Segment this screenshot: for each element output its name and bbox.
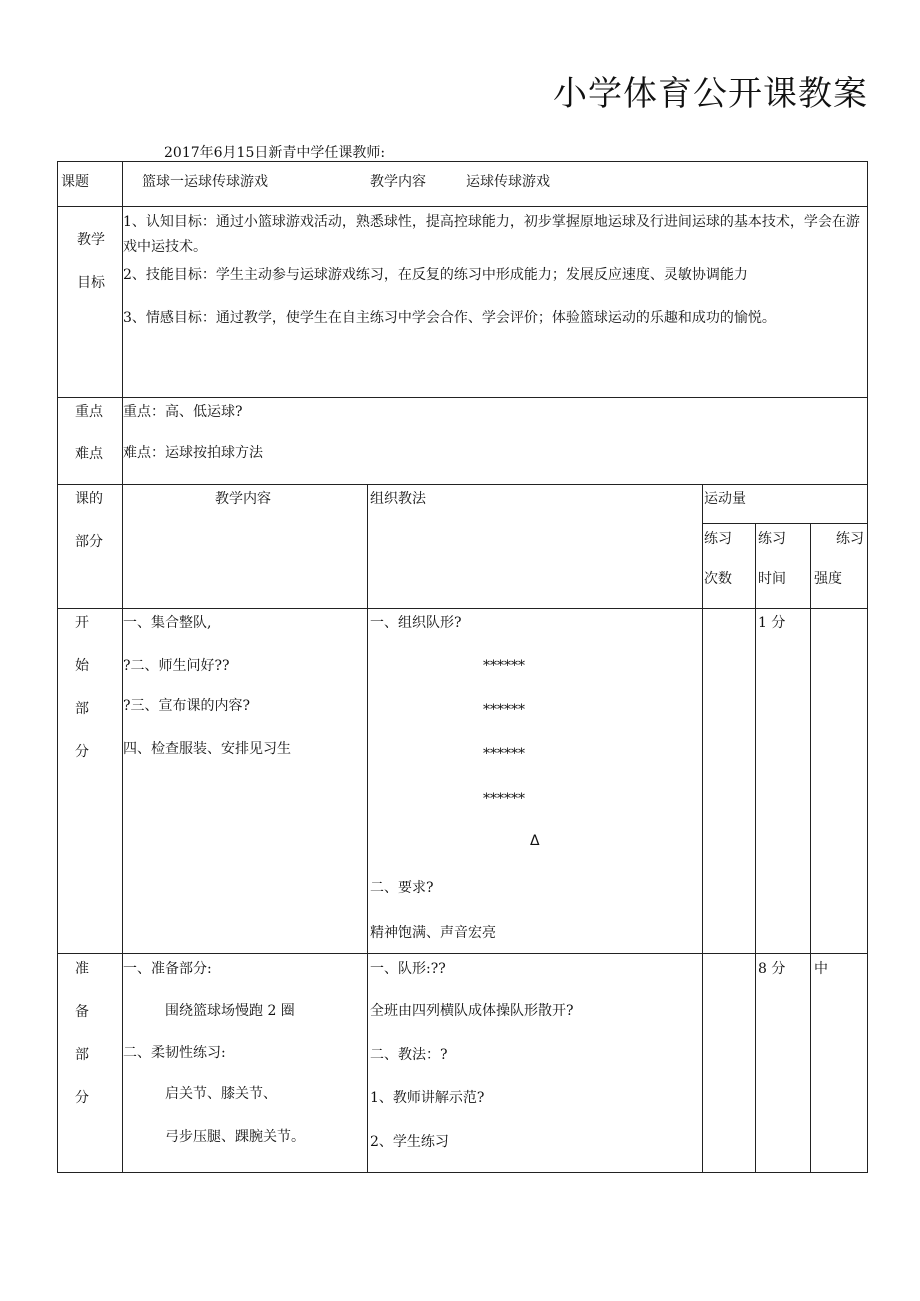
prep-time: 8 分 (758, 961, 786, 977)
teacher-mark: Δ (530, 833, 540, 849)
prep-part-char: 部 (75, 1047, 89, 1063)
key-label-2: 难点 (75, 446, 103, 462)
topic-label: 课题 (61, 174, 89, 190)
prep-content-item: 一、准备部分: (123, 961, 212, 977)
start-method-detail: 精神饱满、声音宏亮 (370, 925, 496, 941)
formation-row: ****** (483, 791, 525, 807)
topic-value: 篮球一运球传球游戏 (142, 174, 268, 190)
prep-method-item: 二、教法：? (370, 1047, 448, 1063)
document-title: 小学体育公开课教案 (553, 74, 868, 114)
start-part-char: 部 (75, 701, 89, 717)
key-label-1: 重点 (75, 404, 103, 420)
formation-row: ****** (483, 702, 525, 718)
header-count-2: 次数 (704, 571, 732, 587)
header-time-1: 练习 (758, 531, 786, 547)
start-content-item: ?三、宣布课的内容? (123, 698, 251, 714)
header-part-1: 课的 (75, 491, 103, 507)
prep-part-char: 分 (75, 1090, 89, 1106)
formation-row: ****** (483, 658, 525, 674)
prep-method-item: 2、学生练习 (370, 1134, 449, 1150)
prep-content-item: 启关节、膝关节、 (165, 1086, 277, 1102)
prep-part-char: 准 (75, 961, 89, 977)
key-point: 重点：高、低运球? (123, 404, 243, 420)
start-part-char: 开 (75, 615, 89, 631)
date-line: 2017年6月15日新青中学任课教师: (164, 145, 386, 161)
goal-cognitive: 1、认知目标：通过小篮球游戏活动，熟悉球性，提高控球能力，初步掌握原地运球及行进间运球的基本技术，学会在游戏中运技术。 (123, 214, 860, 255)
header-count-1: 练习 (704, 531, 732, 547)
header-method: 组织教法 (370, 491, 426, 507)
header-time-2: 时间 (758, 571, 786, 587)
content-value: 运球传球游戏 (466, 174, 550, 190)
start-content-item: 一、集合整队, (123, 615, 212, 631)
start-content-item: ?二、师生问好?? (123, 658, 230, 674)
prep-method-item: 一、队形:?? (370, 961, 446, 977)
prep-intensity: 中 (814, 961, 828, 977)
header-intensity-1: 练习 (836, 531, 864, 547)
start-part-char: 始 (75, 658, 89, 674)
prep-method-item: 全班由四列横队成体操队形散开? (370, 1003, 574, 1019)
goal-emotional: 3、情感目标：通过教学，使学生在自主练习中学会合作、学会评价；体验篮球运动的乐趣和成功的愉悦。 (123, 310, 776, 326)
formation-row: ****** (483, 746, 525, 762)
start-method-formation: 一、组织队形? (370, 615, 462, 631)
start-method-requirement: 二、要求? (370, 880, 434, 896)
goals-label-1: 教学 (77, 232, 105, 248)
content-label: 教学内容 (370, 174, 426, 190)
prep-content-item: 弓步压腿、踝腕关节。 (165, 1129, 305, 1145)
prep-content-item: 围绕篮球场慢跑 2 圈 (165, 1003, 295, 1019)
header-part-2: 部分 (75, 534, 103, 550)
prep-part-char: 备 (75, 1004, 89, 1020)
start-time: 1 分 (758, 615, 786, 631)
header-load: 运动量 (704, 491, 746, 507)
goal-skill: 2、技能目标：学生主动参与运球游戏练习，在反复的练习中形成能力；发展反应速度、灵敏协调能力 (123, 267, 748, 283)
goals-label-2: 目标 (77, 275, 105, 291)
prep-method-item: 1、教师讲解示范? (370, 1090, 485, 1106)
header-content: 教学内容 (215, 491, 271, 507)
difficulty-point: 难点：运球按拍球方法 (123, 445, 263, 461)
start-part-char: 分 (75, 744, 89, 760)
header-intensity-2: 强度 (814, 571, 842, 587)
start-content-item: 四、检查服装、安排见习生 (123, 741, 291, 757)
prep-content-item: 二、柔韧性练习: (123, 1045, 226, 1061)
